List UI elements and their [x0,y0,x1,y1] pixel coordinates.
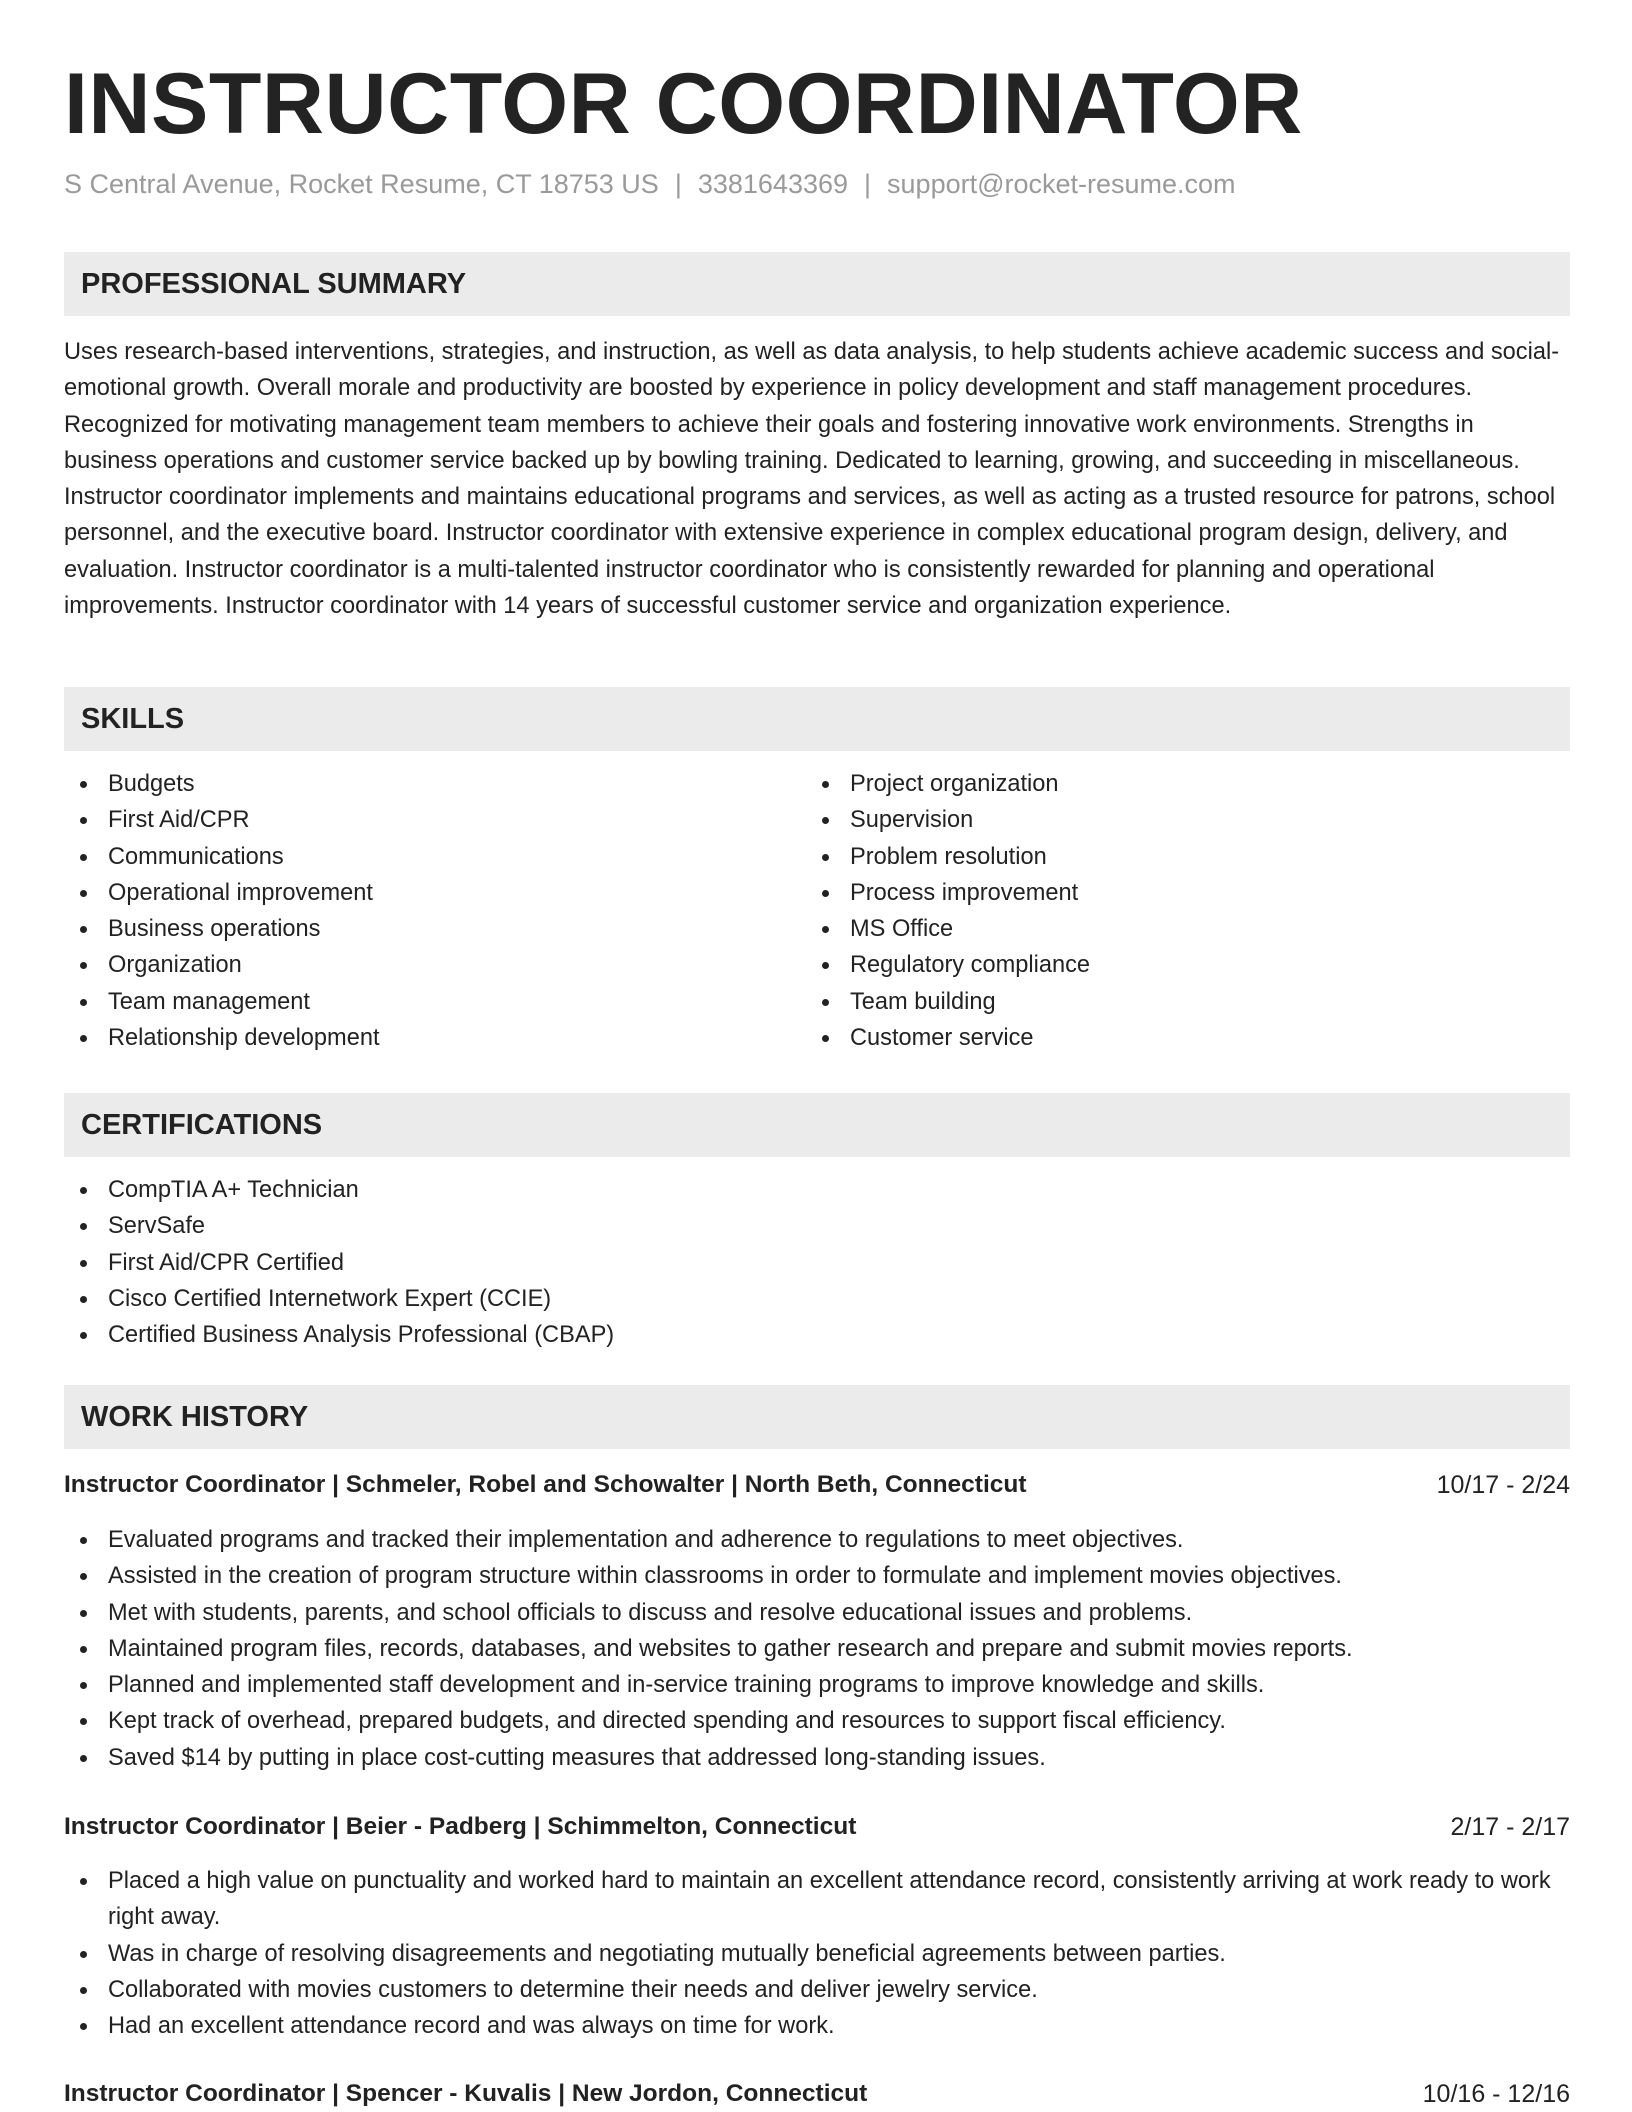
job-duty-item: Maintained program files, records, databases, and websites to gather research and prepare and submit movies reports. [64,1631,1570,1667]
skill-item: MS Office [806,911,1506,947]
certification-item: Cisco Certified Internetwork Expert (CCIE) [64,1281,1570,1317]
job-duty-item: Saved $14 by putting in place cost-cutting measures that addressed long-standing issues. [64,1740,1570,1776]
job-dates: 2/17 - 2/17 [1450,1813,1570,1841]
summary-text: Uses research-based interventions, strategies, and instruction, as well as data analysis, to help students achieve academic success and social-emotional growth. Overall morale and productivity are boosted by experience in policy development and staff management procedures. Recognized for motivating management team members to achieve their goals and fostering innovative work environments. Strengths in business operations and customer service backed up by bowling training. Dedicated to learning, growing, and succeeding in miscellaneous. Instructor coordinator implements and maintains educational programs and services, as well as acting as a trusted resource for patrons, school personnel, and the executive board. Instructor coordinator with extensive experience in complex educational program design, delivery, and evaluation. Instructor coordinator is a multi-talented instructor coordinator who is consistently rewarded for planning and operational improvements. Instructor coordinator with 14 years of successful customer service and organization experience. [64,339,1560,620]
job-dates: 10/16 - 12/16 [1422,2080,1570,2108]
job-dates: 10/17 - 2/24 [1436,1471,1570,1499]
job-title: Instructor Coordinator | Beier - Padberg | Schimmelton, Connecticut [64,1813,857,1840]
job-duty-item: Had an excellent attendance record and was always on time for work. [64,2008,1570,2044]
skill-item: Project organization [806,766,1506,802]
job-duty-item: Placed a high value on punctuality and worked hard to maintain an excellent attendance record, consistently arriving at work ready to work right away. [64,1863,1570,1936]
skill-item: Problem resolution [806,839,1506,875]
skill-item: Communications [64,839,764,875]
job-title: Instructor Coordinator | Schmeler, Robel and Schowalter | North Beth, Connecticut [64,1471,1027,1498]
job-duties-list [64,1522,1570,1776]
section-heading-summary: PROFESSIONAL SUMMARY [64,252,1570,316]
skill-item: First Aid/CPR [64,802,764,838]
contact-separator: | [674,169,682,199]
job-title: Instructor Coordinator | Spencer - Kuvalis | New Jordon, Connecticut [64,2080,868,2107]
job-duty-item: Kept track of overhead, prepared budgets, and directed spending and resources to support fiscal efficiency. [64,1703,1570,1739]
job-duty-item: Planned and implemented staff development and in-service training programs to improve knowledge and skills. [64,1667,1570,1703]
section-heading-certifications: CERTIFICATIONS [64,1093,1570,1157]
skill-item: Supervision [806,802,1506,838]
skill-item: Operational improvement [64,875,764,911]
skill-item: Regulatory compliance [806,947,1506,983]
skill-item: Process improvement [806,875,1506,911]
certification-item: ServSafe [64,1208,1570,1244]
job-duty-item: Collaborated with movies customers to determine their needs and deliver jewelry service. [64,1972,1570,2008]
section-heading-work-history: WORK HISTORY [64,1385,1570,1449]
skills-list-left [64,766,764,1056]
candidate-name: INSTRUCTOR COORDINATOR [64,56,1303,152]
skills-list-right [806,766,1506,1056]
contact-address: S Central Avenue, Rocket Resume, CT 18753 US [64,169,659,199]
section-heading-skills: SKILLS [64,687,1570,751]
skill-item: Relationship development [64,1020,764,1056]
job-duty-item: Evaluated programs and tracked their implementation and adherence to regulations to meet objectives. [64,1522,1570,1558]
job-duty-item: Assisted in the creation of program structure within classrooms in order to formulate and implement movies objectives. [64,1558,1570,1594]
certification-item: CompTIA A+ Technician [64,1172,1570,1208]
job-duty-item: Met with students, parents, and school officials to discuss and resolve educational issues and problems. [64,1595,1570,1631]
contact-email: support@rocket-resume.com [887,169,1236,199]
certification-item: First Aid/CPR Certified [64,1245,1570,1281]
skill-item: Team building [806,984,1506,1020]
skill-item: Team management [64,984,764,1020]
skill-item: Customer service [806,1020,1506,1056]
job-duties-list [64,1863,1570,2044]
skill-item: Business operations [64,911,764,947]
contact-phone: 3381643369 [697,169,849,199]
certification-item: Certified Business Analysis Professional (CBAP) [64,1317,1570,1353]
certifications-list [64,1172,1570,1353]
contact-separator: | [864,169,872,199]
skill-item: Budgets [64,766,764,802]
contact-line [64,166,1236,202]
job-duty-item: Was in charge of resolving disagreements and negotiating mutually beneficial agreements between parties. [64,1936,1570,1972]
skill-item: Organization [64,947,764,983]
